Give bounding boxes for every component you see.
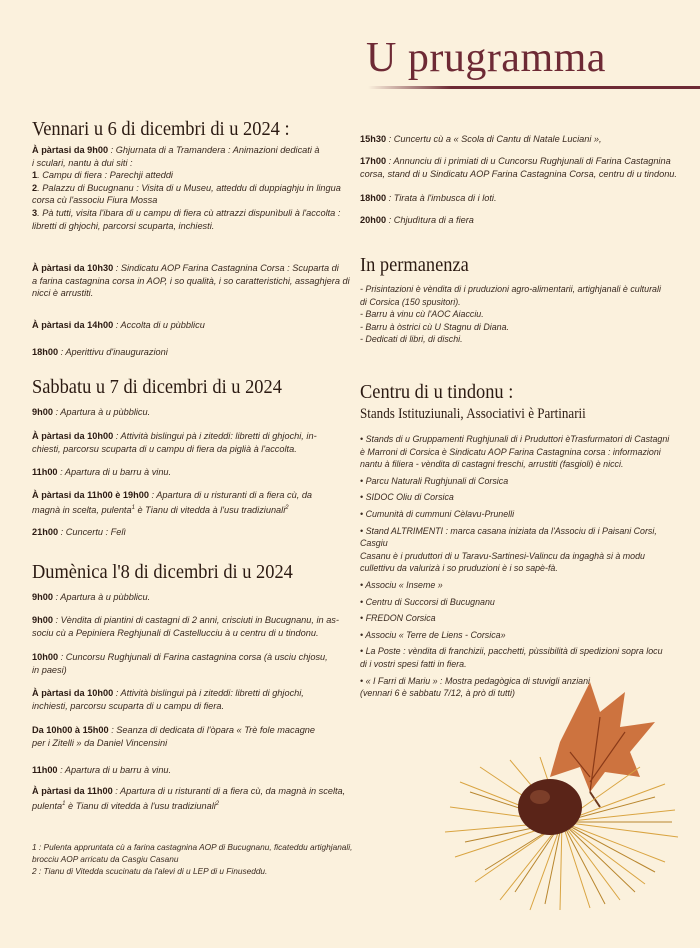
page-title: U prugramma <box>366 35 606 81</box>
permanenza-list: - Prisintazioni è vèndita di i pruduzioni agro-alimentarii, artighjanali è culturali di Corsica (150 spusitori). - Barru à vinu cù l'AOC Aiacciu. - Barru à òstrici cù U Stagnu di Diana. - Dedicati di libri, di dischi. <box>360 284 661 345</box>
saturday-entry-3: 11h00 : Apartura di u barru à vinu. <box>32 467 172 477</box>
friday-entry-3: À pàrtasi da 14h00 : Accolta di u pùbblicu <box>32 320 205 330</box>
sunday-entry-5: Da 10h00 à 15h00 : Seanza di dedicata di l'òpara « Trè fole macagne per i Zitelli » da Daniel Vincensini <box>32 725 316 748</box>
permanenza-heading: In permanenza <box>360 254 469 276</box>
chestnut-burr <box>445 757 678 910</box>
friday-entry-2: À pàrtasi da 10h30 : Sindicatu AOP Farina Castagnina Corsa : Scuparta di a farina castagnina corsa in AOP, i so qualità, i so caratteristichi, assaghjera di nicci è arrustiti. <box>32 263 350 299</box>
sunday-entry-1: 9h00 : Apartura à u pùbblicu. <box>32 592 151 602</box>
friday-entry-4: 18h00 : Aperittivu d'inaugurazioni <box>32 347 168 357</box>
saturday-entry-5: 21h00 : Cuncertu : Felì <box>32 527 126 537</box>
saturday-entry-1: 9h00 : Apartura à u pùbblicu. <box>32 407 151 417</box>
sunday-entry-7: À pàrtasi da 11h00 : Apartura di u risturanti di a fiera cù, da magnà in scelta, pulenta$^1$ è Tianu di vitedda à l'usu tradiziunali$^2$ <box>32 786 346 811</box>
chestnut-illustration <box>440 672 685 912</box>
centru-heading: Centru di u tindonu : <box>360 381 514 403</box>
sunday-entry-2: 9h00 : Vèndita di piantini di castagni di 2 anni, crisciuti in Bucugnanu, in as- sociu cù a Pepiniera Reghjunali di Castellucciu à u centru di u tindonu. <box>32 615 339 638</box>
saturday-entry-2: À pàrtasi da 10h00 : Attività bislingui pà i ziteddi: libretti di ghjochi, in- chiesti, parcorsu scuparta di u campu di fiera da piglià à l'accolta. <box>32 431 317 454</box>
sunday-heading: Dumènica l'8 di dicembri di u 2024 <box>32 561 293 583</box>
saturday-entry-4: À pàrtasi da 11h00 è 19h00 : Apartura di u risturanti di a fiera cù, da magnà in scelta, pulenta$^1$ è Tianu di vitedda à l'usu tradiziunali$^2$ <box>32 490 313 515</box>
sunday-entry-3: 10h00 : Cuncorsu Rughjunali di Farina castagnina corsa (à usciu chjosu, in paesi) <box>32 652 328 675</box>
centru-list: • Stands di u Gruppamenti Rughjunali di i Pruduttori èTrasfurmatori di Castagni è Marroni di Corsica è Sindicatu AOP Farina Castagnina corsa : informazioni nantu à filiera - vèndita di castagni freschi, arrustiti (fasgioli) è nicci. • Parcu Naturali Rughjunali di Corsica • SIDOC Oliu di Corsica • Cumunità di cummuni Cèlavu-Prunelli • Stand ALTRIMENTI : marca casana iniziata da l'Associu di i Paisani Corsi, Casgiu Casanu è i pruduttori di u Taravu-Sartinesi-Valincu da ingaghà si à modu cullettivu da valurizà i so pruduzioni è i so sapè-fà. • Associu « Inseme » • Centru di Succorsi di Bucugnanu • FREDON Corsica • Associu « Terre de Liens - Corsica» • La Poste : vèndita di franchizii, pacchetti, pùssibilità di spedizioni sopra locu di i vostri spesi fatti in fiera. • « I Farri di Mariu » : Mostra pedagògica di stuvigli anziani (vennari 6 è sabbatu 7/12, à prò di tutti) <box>360 434 670 699</box>
sunday-entry-4: À pàrtasi da 10h00 : Attività bislingui pà i ziteddi: libretti di ghjochi, inchiesti, parcorsu scuparta di u campu di fiera. <box>32 688 304 711</box>
centru-subheading: Stands Istituziunali, Associativi è Partinarii <box>360 406 586 422</box>
friday-entry-1: À pàrtasi da 9h00 : Ghjurnata di a Tramandera : Animazioni dedicati à i sculari, nantu à dui siti : 1. Campu di fiera : Parechji atteddi 2. Palazzu di Bucugnanu : Visita di u Museu, atteddu di duppiaghju in lingua corsa cù l'associu Fiura Mossa 3. Pà tutti, visita l'ibara di u campu di fiera cù attrazzi dispunìbuli à l'accolta : libretti di ghjochi, parcorsi scuparta, inchiesti. <box>32 145 341 231</box>
title-rule <box>368 86 700 89</box>
footnotes: 1 : Pulenta appruntata cù a farina castagnina AOP di Bucugnanu, ficateddu artighjanali, brocciu AOP arricatu da Casgiu Casanu 2 : Tianu di Vitedda scucinatu da l'alevi di u LEP di u Finuseddu. <box>32 842 353 876</box>
saturday-heading: Sabbatu u 7 di dicembri di u 2024 <box>32 376 282 398</box>
sunday-pm-entry-4: 20h00 : Chjudìtura di a fiera <box>360 215 474 225</box>
friday-heading: Vennari u 6 di dicembri di u 2024 : <box>32 118 290 140</box>
sunday-pm-entry-3: 18h00 : Tirata à l'imbusca di i loti. <box>360 193 497 203</box>
sunday-pm-entry-2: 17h00 : Annunciu di i primiati di u Cuncorsu Rughjunali di Farina Castagnina corsa, stand di u Sindicatu AOP Farina Castagnina Corsa, centru di u tindonu. <box>360 156 677 179</box>
chestnut-nut <box>518 779 582 835</box>
sunday-pm-entry-1: 15h30 : Cuncertu cù a « Scola di Cantu di Natale Luciani », <box>360 134 602 144</box>
sunday-entry-6: 11h00 : Apartura di u barru à vinu. <box>32 765 172 775</box>
